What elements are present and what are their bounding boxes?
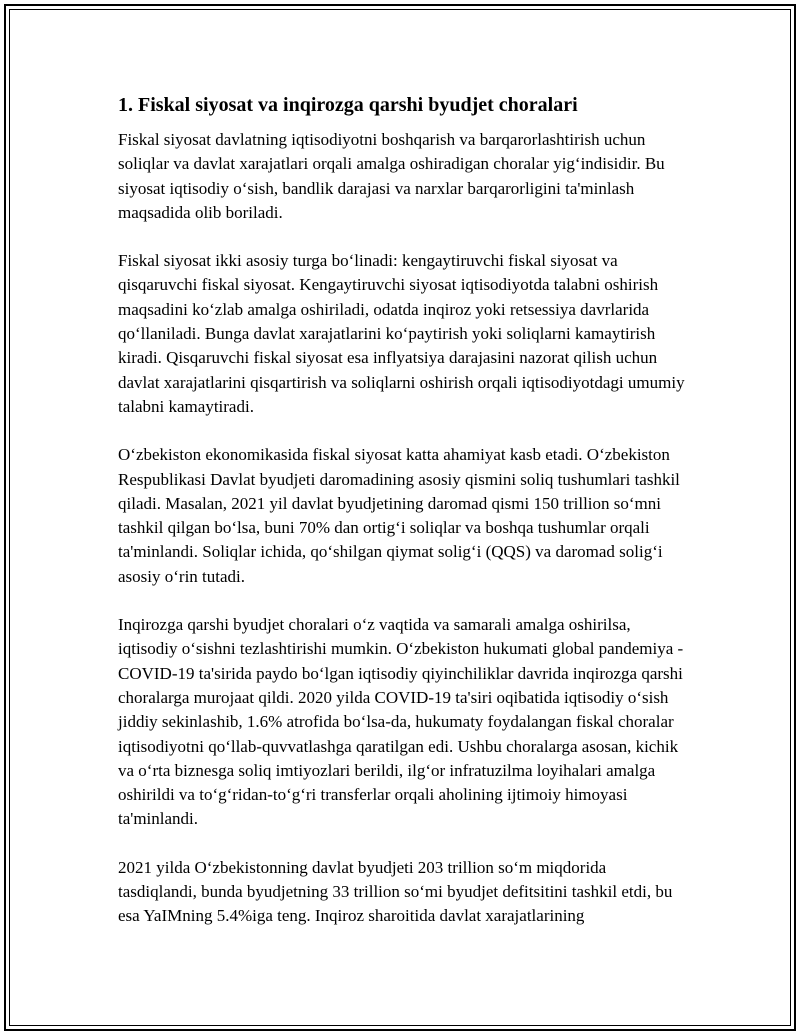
paragraph-fiscal-policy-types: Fiskal siyosat ikki asosiy turga bo‘linadi: kengaytiruvchi fiskal siyosat va qisqaruvchi fiskal siyosat. Kengaytiruvchi siyosat iqtisodiyotda talabni oshirish maqsadini ko‘zlab amalga oshiriladi, odatda inqiroz yoki retsessiya davrlarida qo‘llaniladi. Bunga davlat xarajatlarini ko‘paytirish yoki soliqlarni kamaytirish kiradi. Qisqaruvchi fiskal siyosat esa inflyatsiya darajasini nazorat qilish uchun davlat xarajatlarini qisqartirish va soliqlarni oshirish orqali iqtisodiyotdagi umumiy talabni kamaytiradi. <box>118 251 685 416</box>
section-title: 1. Fiskal siyosat va inqirozga qarshi byudjet choralari <box>118 94 578 116</box>
paragraph-uzbekistan-fiscal-policy: O‘zbekiston ekonomikasida fiskal siyosat katta ahamiyat kasb etadi. O‘zbekiston Respublikasi Davlat byudjeti daromadining asosiy qismini soliq tushumlari tashkil qiladi. Masalan, 2021 yil davlat byudjetining daromad qismi 150 trillion so‘mni tashkil qilgan bo‘lsa, buni 70% dan ortig‘i soliqlar va boshqa tushumlar orqali ta'minlandi. Soliqlar ichida, qo‘shilgan qiymat solig‘i (QQS) va daromad solig‘i asosiy o‘rin tutadi. <box>118 445 680 586</box>
paragraph-budget-2021: 2021 yilda O‘zbekistonning davlat byudjeti 203 trillion so‘m miqdorida tasdiqlandi, bunda byudjetning 33 trillion so‘mi byudjet defitsitini tashkil etdi, bu esa YaIMning 5.4%iga teng. Inqiroz sharoitida davlat xarajatlarining <box>118 857 673 926</box>
paragraph-anti-crisis-measures: Inqirozga qarshi byudjet choralari o‘z vaqtida va samarali amalga oshirilsa, iqtisodiy o‘sishni tezlashtirishi mumkin. O‘zbekiston hukumati global pandemiya - COVID-19 ta'sirida paydo bo‘lgan iqtisodiy qiyinchiliklar davrida inqirozga qarshi choralarga murojaat qildi. 2020 yilda COVID-19 ta'siri oqibatida iqtisodiy o‘sish jiddiy sekinlashib, 1.6% atrofida bo‘lsa-da, hukumaty foydalangan fiskal choralar iqtisodiyotni qo‘llab-quvvatlashga qaratilgan edi. Ushbu choralarga asosan, kichik va o‘rta biznesga soliq imtiyozlari berildi, ilg‘or infratuzilma loyihalari amalga oshirildi va to‘g‘ridan-to‘g‘ri transferlar orqali aholining ijtimoiy himoyasi ta'minlandi. <box>118 615 684 829</box>
document-body <box>118 92 686 953</box>
paragraph-fiscal-policy-definition: Fiskal siyosat davlatning iqtisodiyotni boshqarish va barqarorlashtirish uchun soliqlar va davlat xarajatlari orqali amalga oshiradigan choralar yig‘indisidir. Bu siyosat iqtisodiy o‘sish, bandlik darajasi va narxlar barqarorligini ta'minlash maqsadida olib boriladi. <box>118 130 665 222</box>
